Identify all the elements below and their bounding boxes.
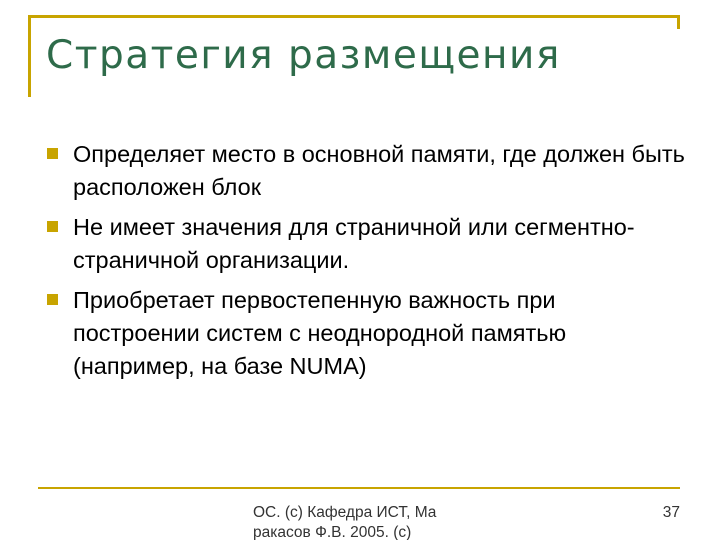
square-bullet-icon: [47, 148, 58, 159]
bullet-item: [46, 211, 686, 277]
decorative-top-line: [28, 15, 680, 18]
bullet-text: Определяет место в основной памяти, где должен быть расположен блок: [73, 141, 685, 200]
square-bullet-icon: [47, 294, 58, 305]
bullet-item: [46, 138, 686, 204]
bullet-text: Приобретает первостепенную важность при построении систем с неоднородной памятью (например, на базе NUMA): [73, 287, 567, 379]
bullet-item: [46, 284, 686, 383]
square-bullet-icon: [47, 221, 58, 232]
decorative-vertical-line: [28, 15, 31, 97]
bullet-list: [46, 138, 686, 390]
footer-text: ОС. (с) Кафедра ИСТ, Ма ракасов Ф.В. 2005. (с): [253, 504, 437, 540]
decorative-bottom-line: [38, 487, 680, 489]
slide-title: Стратегия размещения: [46, 33, 561, 78]
page-number: 37: [662, 504, 680, 521]
bullet-text: Не имеет значения для страничной или сегментно-страничной организации.: [73, 214, 635, 273]
